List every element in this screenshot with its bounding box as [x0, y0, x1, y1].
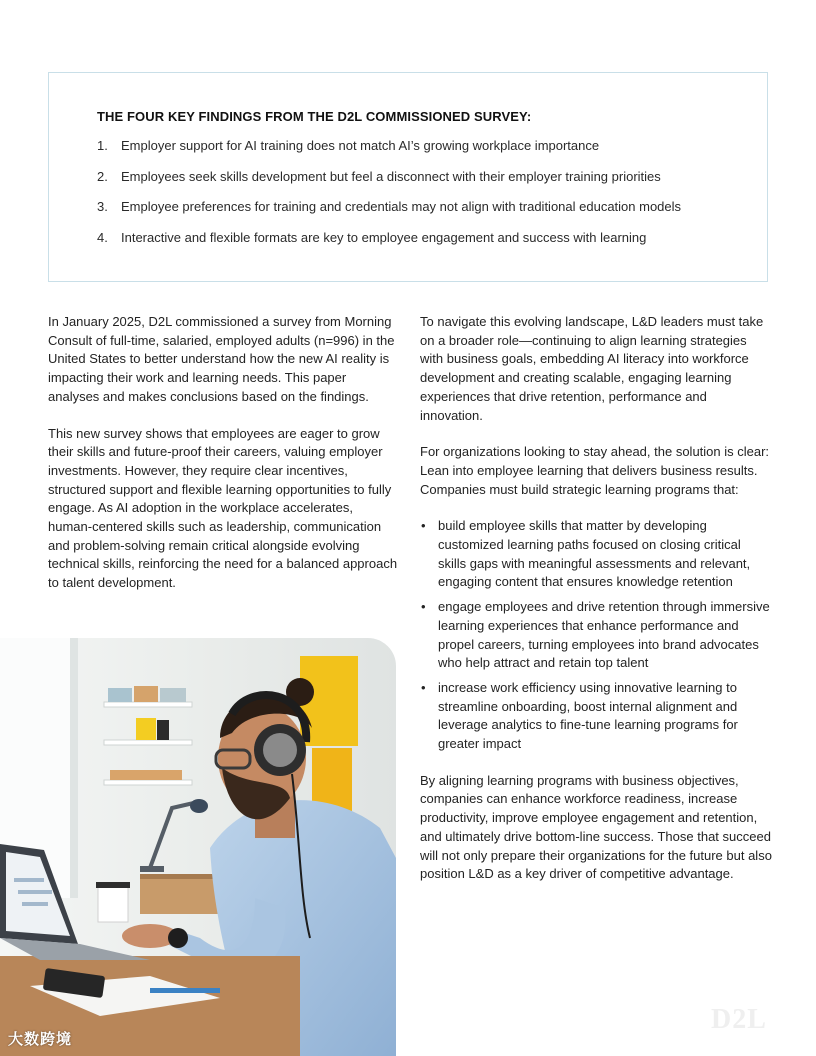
wristwatch: [168, 928, 188, 948]
bullet-text: increase work efficiency using innovative learning to streamline onboarding, boost internal alignment and leverage analytics to fine-tune learning programs for greater impact: [438, 679, 738, 752]
pen: [150, 988, 220, 993]
wall-shelf: [104, 740, 192, 745]
finding-item: [97, 229, 719, 247]
bullet-icon: •: [421, 679, 426, 695]
headphone-mesh: [263, 733, 297, 767]
watermark-text: 大数跨境: [8, 1031, 73, 1048]
wall-shelf: [104, 780, 192, 785]
finding-number: 2.: [97, 168, 108, 184]
finding-number: 1.: [97, 138, 108, 153]
shelf-box: [160, 688, 186, 702]
d2l-logo: D2L: [711, 1004, 767, 1035]
coffee-cup-lid: [96, 882, 130, 888]
bullet-item: [420, 517, 772, 592]
window-frame: [70, 638, 78, 898]
shelf-board: [110, 770, 182, 780]
wall-shelf: [104, 702, 192, 707]
finding-number: 3.: [97, 199, 108, 214]
desk-lamp-head: [190, 799, 208, 813]
shelf-box: [108, 688, 132, 702]
bullet-item: [420, 598, 772, 673]
bullet-icon: •: [421, 518, 426, 534]
screen-chart-bar: [18, 890, 52, 894]
screen-chart-bar: [22, 902, 48, 906]
left-text-column: [48, 313, 398, 611]
shelf-box: [134, 686, 158, 702]
bullet-item: [420, 679, 772, 754]
right-text-column: [420, 313, 772, 902]
employee-at-laptop-photo: [0, 638, 396, 1056]
bullet-text: build employee skills that matter by developing customized learning paths focused on closing critical skills gaps with meaningful assessments and relevant, engaging content that ensures knowledge retention: [438, 518, 751, 590]
landscape-paragraph: To navigate this evolving landscape, L&D leaders must take on a broader role—continuing to align learning strategies with business goals, embedding AI literacy into workforce development and creating scalable, engaging learning experiences that drive retention, performance and innovation.: [420, 314, 764, 423]
finding-text: Interactive and flexible formats are key to employee engagement and success with learning: [121, 229, 647, 245]
finding-text: Employee preferences for training and credentials may not align with traditional education models: [121, 199, 682, 214]
desk-lamp-base: [140, 866, 164, 872]
conclusion-paragraph: By aligning learning programs with business objectives, companies can enhance workforce readiness, increase productivity, improve employee engagement and retention, and ultimately drive bottom-line success. Those that succeed will not only prepare their organizations for the future but also position L&D as a key driver of competitive advantage.: [420, 772, 772, 882]
intro-paragraph: In January 2025, D2L commissioned a survey from Morning Consult of full-time, salaried, employed adults (n=996) in the United States to better understand how the new AI reality is impacting their work and learning needs. This paper analyses and makes conclusions based on the findings.: [48, 314, 395, 404]
finding-item: [97, 137, 719, 155]
screen-chart-bar: [14, 878, 44, 882]
key-findings-box: [48, 72, 768, 282]
bullet-icon: •: [421, 599, 426, 615]
finding-item: [97, 198, 719, 216]
finding-text: Employer support for AI training does not match AI’s growing workplace importance: [121, 138, 600, 153]
finding-item: [97, 168, 719, 186]
strategy-bullet-list: [420, 517, 772, 753]
shelf-book: [136, 718, 156, 740]
bullet-text: engage employees and drive retention through immersive learning experiences that enhance performance and propel careers, turning employees into brand advocates who help attract and retain top talent: [438, 599, 770, 671]
finding-text: Employees seek skills development but feel a disconnect with their employer training priorities: [121, 168, 661, 184]
solution-paragraph: For organizations looking to stay ahead, the solution is clear: Lean into employee learning that delivers business results. Companies must build strategic learning programs that:: [420, 444, 770, 497]
key-findings-title: THE FOUR KEY FINDINGS FROM THE D2L COMMISSIONED SURVEY:: [97, 109, 532, 124]
finding-number: 4.: [97, 229, 108, 245]
survey-summary-paragraph: This new survey shows that employees are eager to grow their skills and future-proof their careers, valuing employer investments. However, they require clear incentives, structured support and flexible learning opportunities to fully engage. As AI adoption in the workplace accelerates, human-centered skills such as leadership, communication and problem-solving remain critical alongside evolving technical skills, reinforcing the need for a balanced approach to talent development.: [48, 425, 398, 591]
coffee-cup: [98, 886, 128, 922]
key-findings-list: [97, 137, 719, 247]
shelf-book: [157, 720, 169, 740]
